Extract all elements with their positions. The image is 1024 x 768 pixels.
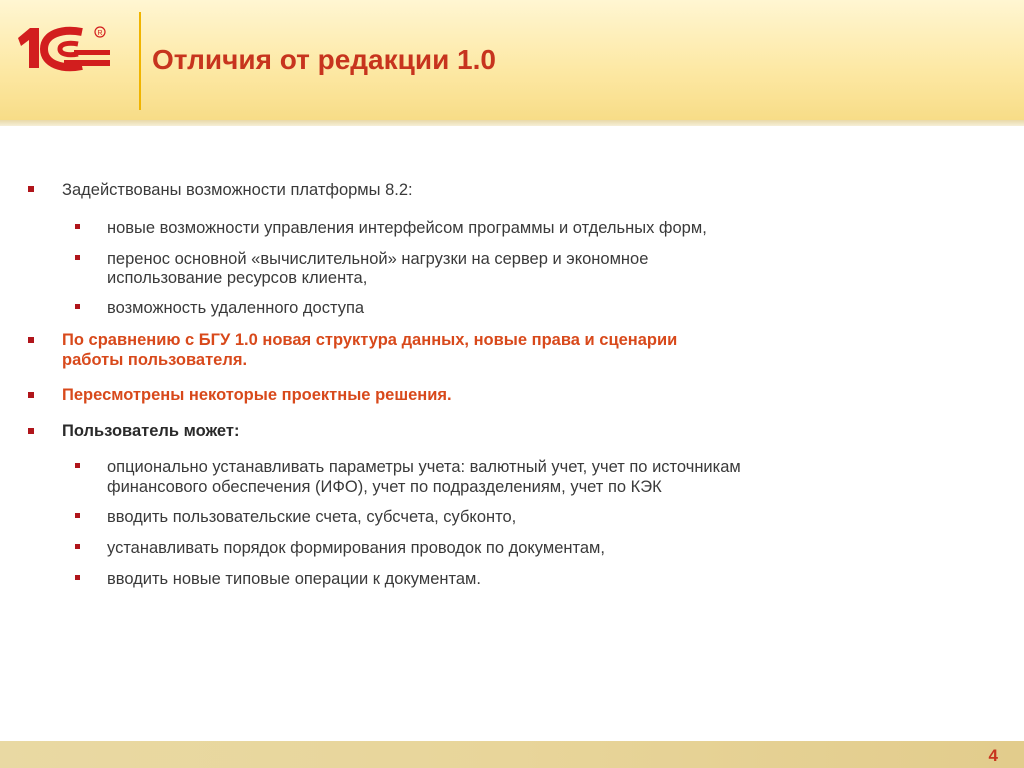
bullet-square-icon xyxy=(28,337,34,343)
list-item-continuation: работы пользователя. xyxy=(62,351,248,369)
list-item: перенос основной «вычислительной» нагрузки на сервер и экономное xyxy=(107,250,649,268)
list-item-continuation: финансового обеспечения (ИФО), учет по подразделениям, учет по КЭК xyxy=(107,478,662,496)
bullet-square-icon xyxy=(28,428,34,434)
sub-bullet-square-icon xyxy=(75,544,80,549)
list-item: устанавливать порядок формирования проводок по документам, xyxy=(107,539,605,557)
list-item: Пересмотрены некоторые проектные решения. xyxy=(62,386,452,404)
list-item: возможность удаленного доступа xyxy=(107,299,365,317)
list-item: новые возможности управления интерфейсом программы и отдельных форм, xyxy=(107,219,707,237)
list-item: Пользователь может: xyxy=(62,422,240,440)
page-number: 4 xyxy=(988,746,998,765)
1c-logo xyxy=(14,22,124,76)
sub-bullet-square-icon xyxy=(75,575,80,580)
slide-title: Отличия от редакции 1.0 xyxy=(152,44,496,75)
list-item: Задействованы возможности платформы 8.2: xyxy=(62,181,413,199)
list-item: вводить пользовательские счета, субсчета, субконто, xyxy=(107,508,517,526)
bullet-square-icon xyxy=(28,186,34,192)
header-divider xyxy=(139,12,141,110)
sub-bullet-square-icon xyxy=(75,463,80,468)
header-rule xyxy=(0,120,1024,126)
sub-bullet-square-icon xyxy=(75,255,80,260)
sub-bullet-square-icon xyxy=(75,224,80,229)
slide-footer xyxy=(0,741,1024,768)
list-item: По сравнению с БГУ 1.0 новая структура данных, новые права и сценарии xyxy=(62,331,678,349)
svg-text:R: R xyxy=(97,30,103,37)
sub-bullet-square-icon xyxy=(75,304,80,309)
bullet-square-icon xyxy=(28,392,34,398)
list-item: опционально устанавливать параметры учета: валютный учет, учет по источникам xyxy=(107,458,741,476)
list-item-continuation: использование ресурсов клиента, xyxy=(107,269,368,287)
list-item: вводить новые типовые операции к документам. xyxy=(107,570,481,588)
sub-bullet-square-icon xyxy=(75,513,80,518)
